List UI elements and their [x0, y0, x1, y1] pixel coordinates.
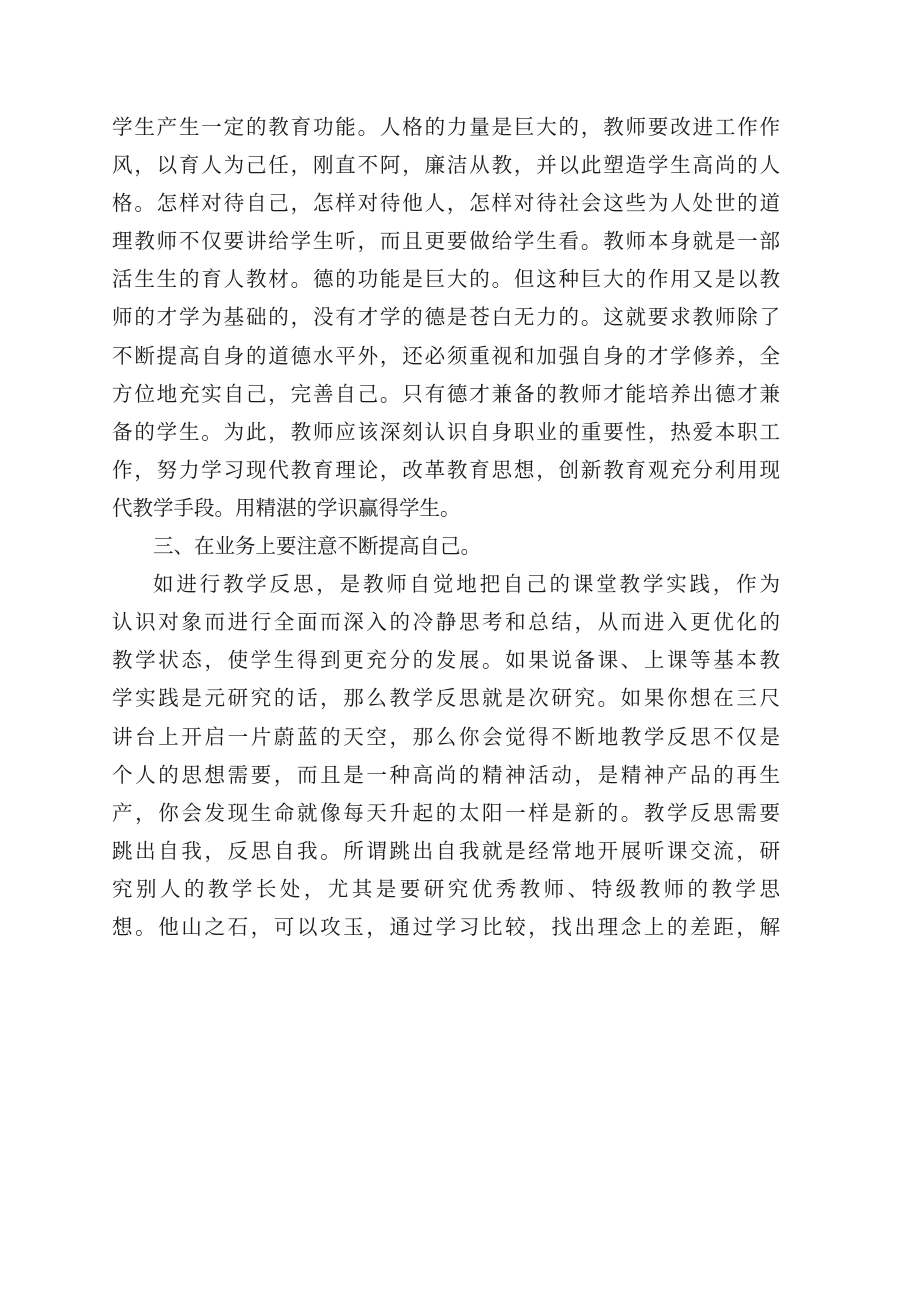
text-line: 代教学手段。用精湛的学识赢得学生。 [112, 495, 461, 520]
text-line: 究别人的教学长处，尤其是要研究优秀教师、特级教师的教学思 [112, 876, 780, 901]
text-line: 师的才学为基础的，没有才学的德是苍白无力的。这就要求教师除了 [112, 305, 780, 330]
text-line: 备的学生。为此，教师应该深刻认识自身职业的重要性，热爱本职工 [112, 419, 780, 444]
paragraph-reflection [112, 565, 780, 946]
text-line: 讲台上开启一片蔚蓝的天空，那么你会觉得不断地教学反思不仅是 [112, 724, 780, 749]
text-line: 认识对象而进行全面而深入的冷静思考和总结，从而进入更优化的 [112, 610, 780, 635]
text-line: 教学状态，使学生得到更充分的发展。如果说备课、上课等基本教 [112, 648, 780, 673]
text-line: 产，你会发现生命就像每天升起的太阳一样是新的。教学反思需要 [112, 800, 780, 825]
document-body [112, 108, 780, 946]
text-line: 方位地充实自己，完善自己。只有德才兼备的教师才能培养出德才兼 [112, 381, 780, 406]
paragraph-continued [112, 108, 780, 527]
text-line: 学生产生一定的教育功能。人格的力量是巨大的，教师要改进工作作 [112, 115, 780, 139]
text-line: 如进行教学反思，是教师自觉地把自己的课堂教学实践，作为 [153, 572, 780, 597]
text-line: 学实践是元研究的话，那么教学反思就是次研究。如果你想在三尺 [112, 686, 780, 711]
text-line: 风，以育人为己任，刚直不阿，廉洁从教，并以此塑造学生高尚的人 [112, 153, 780, 178]
text-line: 活生生的育人教材。德的功能是巨大的。但这种巨大的作用又是以教 [112, 267, 780, 292]
text-line: 格。怎样对待自己，怎样对待他人，怎样对待社会这些为人处世的道 [112, 191, 780, 216]
text-line: 个人的思想需要，而且是一种高尚的精神活动，是精神产品的再生 [112, 762, 780, 787]
text-line: 不断提高自身的道德水平外，还必须重视和加强自身的才学修养，全 [112, 343, 780, 368]
text-line: 跳出自我，反思自我。所谓跳出自我就是经常地开展听课交流，研 [112, 838, 780, 863]
text-line: 作，努力学习现代教育理论，改革教育思想，创新教育观充分利用现 [112, 457, 780, 482]
text-line: 理教师不仅要讲给学生听，而且更要做给学生看。教师本身就是一部 [112, 229, 780, 254]
section-heading: 三、在业务上要注意不断提高自己。 [153, 534, 481, 559]
text-line: 想。他山之石，可以攻玉，通过学习比较，找出理念上的差距，解 [112, 914, 780, 939]
